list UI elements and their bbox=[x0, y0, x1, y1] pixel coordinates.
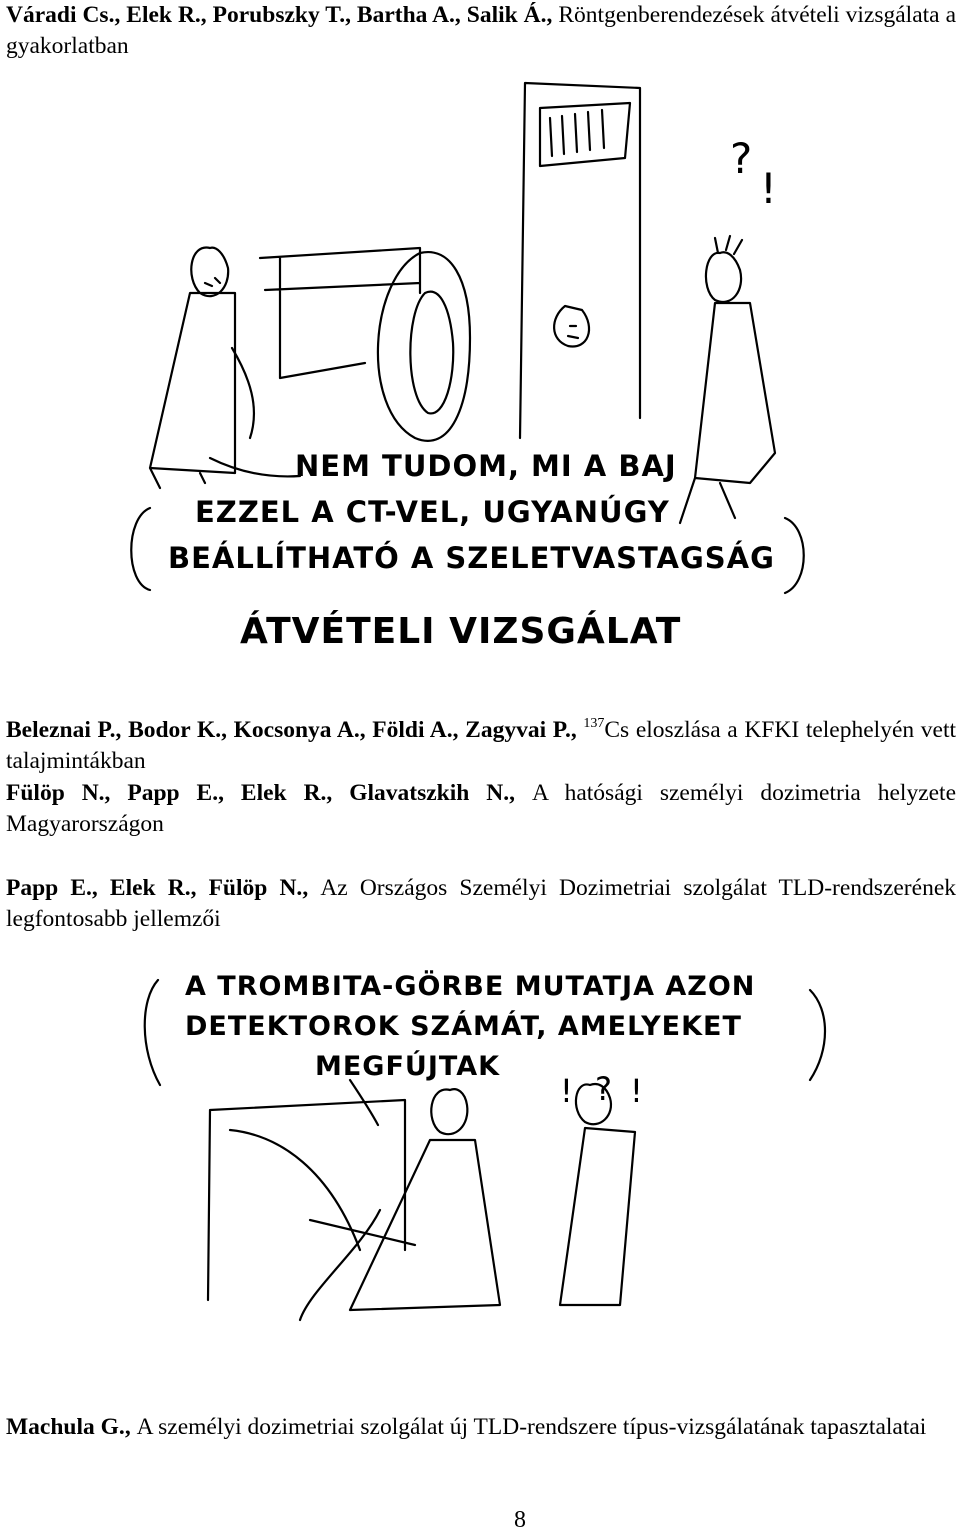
entry-separator: , bbox=[546, 2, 559, 28]
entry-authors: Papp E., Elek R., Fülöp N. bbox=[6, 875, 303, 901]
speech-line-1: NEM TUDOM, MI A BAJ bbox=[295, 449, 677, 483]
exclamation-mark: ! bbox=[560, 1072, 573, 1110]
cartoon-ct-acceptance-test bbox=[120, 78, 820, 668]
door-frame bbox=[520, 83, 640, 438]
ct-gantry bbox=[378, 252, 470, 441]
entry-separator: , bbox=[509, 780, 532, 806]
speech-line-3: MEGFÚJTAK bbox=[315, 1051, 501, 1082]
question-mark: ? bbox=[730, 134, 753, 183]
operator-figure bbox=[150, 248, 235, 488]
entry-authors: Machula G. bbox=[6, 1414, 125, 1440]
speech-line-1: A TROMBITA-GÖRBE MUTATJA AZON bbox=[185, 971, 756, 1002]
entry-authors: Váradi Cs., Elek R., Porubszky T., Bartha A., Salik Á. bbox=[6, 2, 547, 28]
question-mark: ? bbox=[595, 1070, 612, 1108]
reference-entry-1 bbox=[6, 0, 956, 62]
entry-title: Cs eloszlása a KFKI telephelyén vett talajmintákban bbox=[6, 717, 956, 774]
speech-line-3: BEÁLLÍTHATÓ A SZELETVASTAGSÁG bbox=[168, 541, 775, 575]
ct-gantry-bore bbox=[410, 292, 453, 414]
isotope-mass-number: 137 bbox=[583, 716, 605, 731]
cartoon-trumpet-curve bbox=[130, 960, 830, 1360]
exclamation-mark: ! bbox=[630, 1072, 643, 1110]
reference-entry-3 bbox=[6, 778, 956, 840]
entry-title: A hatósági személyi dozimetria helyzete Magyarországon bbox=[6, 780, 957, 837]
cartoon-caption: ÁTVÉTELI VIZSGÁLAT bbox=[240, 611, 682, 652]
trumpet-curve bbox=[230, 1130, 360, 1250]
exclamation-mark: ! bbox=[760, 164, 777, 213]
entry-title: Az Országos Személyi Dozimetriai szolgálat TLD-rendszerének legfontosabb jellemzői bbox=[6, 875, 956, 932]
entry-separator: , bbox=[302, 875, 321, 901]
pointer-stick bbox=[300, 1210, 415, 1320]
speech-line-2: EZZEL A CT-VEL, UGYANÚGY bbox=[195, 495, 670, 529]
reference-entry-2 bbox=[6, 715, 956, 777]
entry-title: Röntgenberendezések átvételi vizsgálata a gyakorlatban bbox=[6, 2, 956, 59]
reference-entry-5 bbox=[6, 1412, 956, 1443]
entry-separator: , bbox=[570, 717, 584, 743]
listener-body bbox=[560, 1128, 635, 1305]
reference-entry-4 bbox=[6, 873, 956, 935]
cartoon-trumpet-drawing bbox=[130, 960, 830, 1360]
entry-title: A személyi dozimetriai szolgálat új TLD-rendszere típus-vizsgálatának tapasztalatai bbox=[136, 1414, 927, 1440]
observer-figure bbox=[680, 252, 775, 523]
entry-authors: Beleznai P., Bodor K., Kocsonya A., Földi A., Zagyvai P. bbox=[6, 717, 571, 743]
speech-line-2: DETEKTOROK SZÁMÁT, AMELYEKET bbox=[185, 1011, 742, 1042]
observer-hair bbox=[715, 236, 742, 254]
patient-table bbox=[260, 248, 420, 378]
page-number: 8 bbox=[514, 1507, 526, 1533]
cartoon-ct-drawing bbox=[120, 78, 820, 668]
face-in-gantry bbox=[554, 306, 589, 346]
presenter-head bbox=[431, 1089, 467, 1134]
entry-separator: , bbox=[124, 1414, 137, 1440]
entry-authors: Fülöp N., Papp E., Elek R., Glavatszkih N. bbox=[6, 780, 510, 806]
door-vent bbox=[550, 110, 604, 156]
